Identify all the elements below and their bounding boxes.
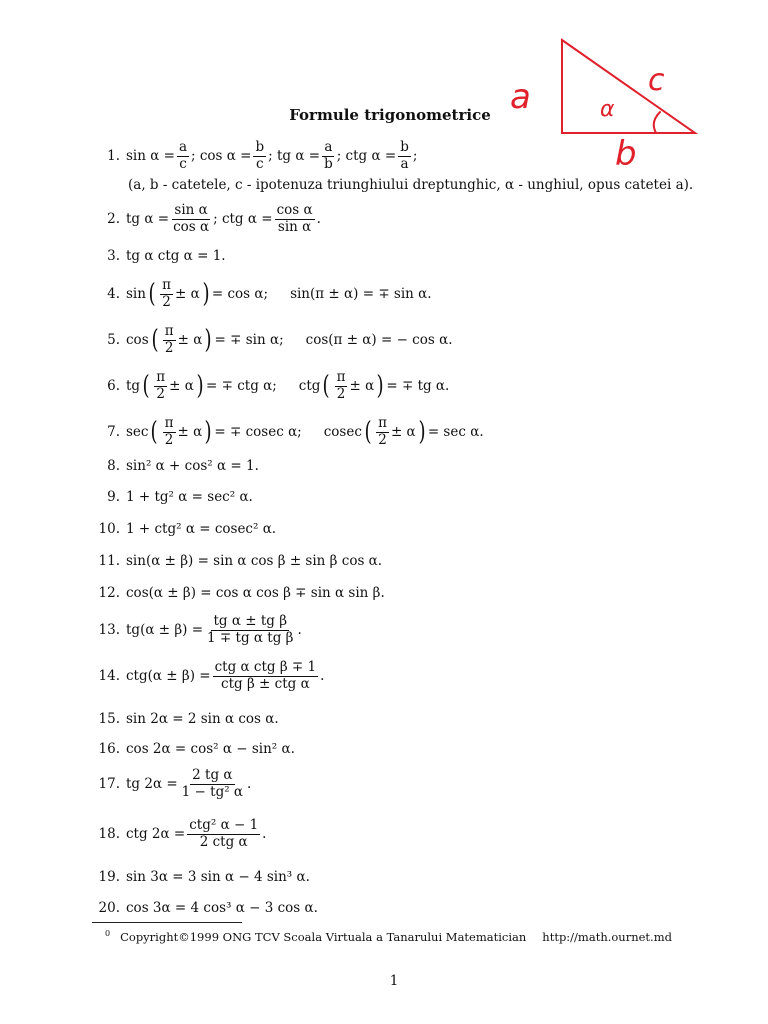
formula-note: (a, b - catetele, c - ipotenuza triunghiului dreptunghic, α - unghiul, opus catetei a). xyxy=(128,177,694,193)
formula-16 xyxy=(92,741,295,757)
fraction: $\frac{\text{sin α}}{\text{cos α}}$ xyxy=(173,202,210,235)
formula-number: 1. xyxy=(107,148,120,165)
angle-arc xyxy=(654,112,660,133)
formula-number: 17. xyxy=(98,776,120,793)
formula-text: sin² α + cos² α = 1. xyxy=(126,458,259,474)
fraction: $\frac{\pi}{2}$ xyxy=(336,369,346,402)
formula-number: 19. xyxy=(98,869,120,885)
formula-text: cos(α ± β) = cos α cos β ∓ sin α sin β. xyxy=(126,585,385,601)
triangle-sketch xyxy=(500,30,705,170)
fraction: $\frac{\text{ctg α ctg β ∓ 1}}{\text{ctg β ± ctg α}}$ xyxy=(214,659,317,692)
formula-number: 6. xyxy=(107,378,120,395)
footnote-rule xyxy=(92,922,242,923)
fraction: $\frac{\pi}{2}$ xyxy=(378,415,387,448)
formula-1: 1. sin α = $\frac{a}{c}$ ; cos α = $\frac{b}{c}$ ; tg α = $\frac{a}{b}$ ; ctg α = $\frac{b}{a}$ ; xyxy=(92,140,417,172)
formula-13: 13. tg(α ± β) = $\frac{\text{tg α ± tg β}}{\text{1 ∓ tg α tg β}}$ . xyxy=(92,614,302,646)
sketch-label-a: a xyxy=(510,77,531,117)
page-title: Formule trigonometrice xyxy=(289,106,491,124)
formula-18: 18. ctg 2α = $\frac{\text{ctg² α − 1}}{\text{2 ctg α}}$ . xyxy=(92,818,266,850)
formula-number: 18. xyxy=(98,826,120,843)
fraction: $\frac{\pi}{2}$ xyxy=(164,323,174,356)
fraction: $\frac{\pi}{2}$ xyxy=(156,369,166,402)
fraction: $\frac{a}{c}$ xyxy=(178,139,188,172)
formula-10 xyxy=(92,521,276,537)
formula-number: 20. xyxy=(98,900,120,916)
fraction: $\frac{a}{b}$ xyxy=(324,139,333,172)
formula-14: 14. ctg(α ± β) = $\frac{\text{ctg α ctg β ∓ 1}}{\text{ctg β ± ctg α}}$ . xyxy=(92,660,324,692)
formula-2: 2. tg α = $\frac{\text{sin α}}{\text{cos α}}$ ; ctg α = $\frac{\text{cos α}}{\text{sin α}}$ . xyxy=(92,203,321,235)
sketch-label-alpha: α xyxy=(600,97,615,122)
formula-number: 11. xyxy=(98,553,120,569)
fraction: $\frac{\pi}{2}$ xyxy=(162,277,171,310)
formula-19 xyxy=(92,869,310,885)
triangle-outline xyxy=(562,40,695,133)
formula-20 xyxy=(92,900,318,916)
formula-number: 5. xyxy=(107,332,120,349)
sketch-label-b: b xyxy=(615,134,637,170)
footnote-marker: 0 xyxy=(105,929,111,938)
formula-8 xyxy=(92,458,259,474)
formula-3 xyxy=(92,248,226,264)
fraction: $\frac{b}{c}$ xyxy=(255,139,265,172)
formula-9 xyxy=(92,489,253,505)
page-number: 1 xyxy=(389,973,399,989)
formula-number: 9. xyxy=(107,489,120,505)
formula-4: 4. sin ( $\frac{\pi}{2}$ ± α ) = cos α; sin(π ± α) = ∓ sin α. xyxy=(92,278,432,310)
footnote-text: Copyright©1999 ONG TCV Scoala Virtuala a Tanarului Matematician xyxy=(120,929,527,944)
sketch-label-c: c xyxy=(648,63,665,98)
formula-text: sin(α ± β) = sin α cos β ± sin β cos α. xyxy=(126,553,383,569)
formula-number: 7. xyxy=(107,424,120,441)
fraction: $\frac{\text{tg α ± tg β}}{\text{1 ∓ tg α tg β}}$ xyxy=(207,613,294,646)
fraction: $\frac{\text{ctg² α − 1}}{\text{2 ctg α}}$ xyxy=(189,817,259,850)
formula-number: 2. xyxy=(107,211,120,228)
formula-text: cos 2α = cos² α − sin² α. xyxy=(126,741,295,757)
formula-15 xyxy=(92,711,279,727)
formula-number: 14. xyxy=(98,668,120,685)
formula-number: 16. xyxy=(98,741,120,757)
formula-number: 4. xyxy=(107,286,120,303)
formula-17: 17. tg 2α = $\frac{\text{2 tg α}}{\text{1 − tg² α}}$ . xyxy=(92,768,251,800)
formula-12 xyxy=(92,585,385,601)
formula-text: 1 + ctg² α = cosec² α. xyxy=(126,521,277,537)
formula-7: 7. sec ( $\frac{\pi}{2}$ ± α ) = ∓ cosec α; cosec ( $\frac{\pi}{2}$ ± α ) = sec α. xyxy=(92,416,484,448)
formula-6: 6. tg ( $\frac{\pi}{2}$ ± α ) = ∓ ctg α; ctg ( $\frac{\pi}{2}$ ± α ) = ∓ tg α. xyxy=(92,370,449,402)
formula-text: sin 2α = 2 sin α cos α. xyxy=(126,711,279,727)
formula-number: 8. xyxy=(107,458,120,474)
formula-text: 1 + tg² α = sec² α. xyxy=(126,489,253,505)
formula-number: 15. xyxy=(98,711,120,727)
formula-11 xyxy=(92,553,382,569)
fraction: $\frac{\text{2 tg α}}{\text{1 − tg² α}}$ xyxy=(181,767,244,800)
fraction: $\frac{\pi}{2}$ xyxy=(164,415,174,448)
fraction: $\frac{b}{a}$ xyxy=(400,139,409,172)
formula-number: 12. xyxy=(98,585,120,601)
footnote xyxy=(105,929,672,944)
fraction: $\frac{\text{cos α}}{\text{sin α}}$ xyxy=(276,202,313,235)
formula-text: tg α ctg α = 1. xyxy=(126,248,226,264)
formula-text: sin 3α = 3 sin α − 4 sin³ α. xyxy=(126,869,310,885)
formula-text: sin α = xyxy=(126,148,175,165)
formula-number: 10. xyxy=(98,521,120,537)
formula-number: 3. xyxy=(107,248,120,264)
formula-number: 13. xyxy=(98,622,120,639)
footnote-url[interactable]: http://math.ournet.md xyxy=(542,929,672,944)
formula-5: 5. cos ( $\frac{\pi}{2}$ ± α ) = ∓ sin α; cos(π ± α) = − cos α. xyxy=(92,324,453,356)
formula-text: cos 3α = 4 cos³ α − 3 cos α. xyxy=(126,900,318,916)
